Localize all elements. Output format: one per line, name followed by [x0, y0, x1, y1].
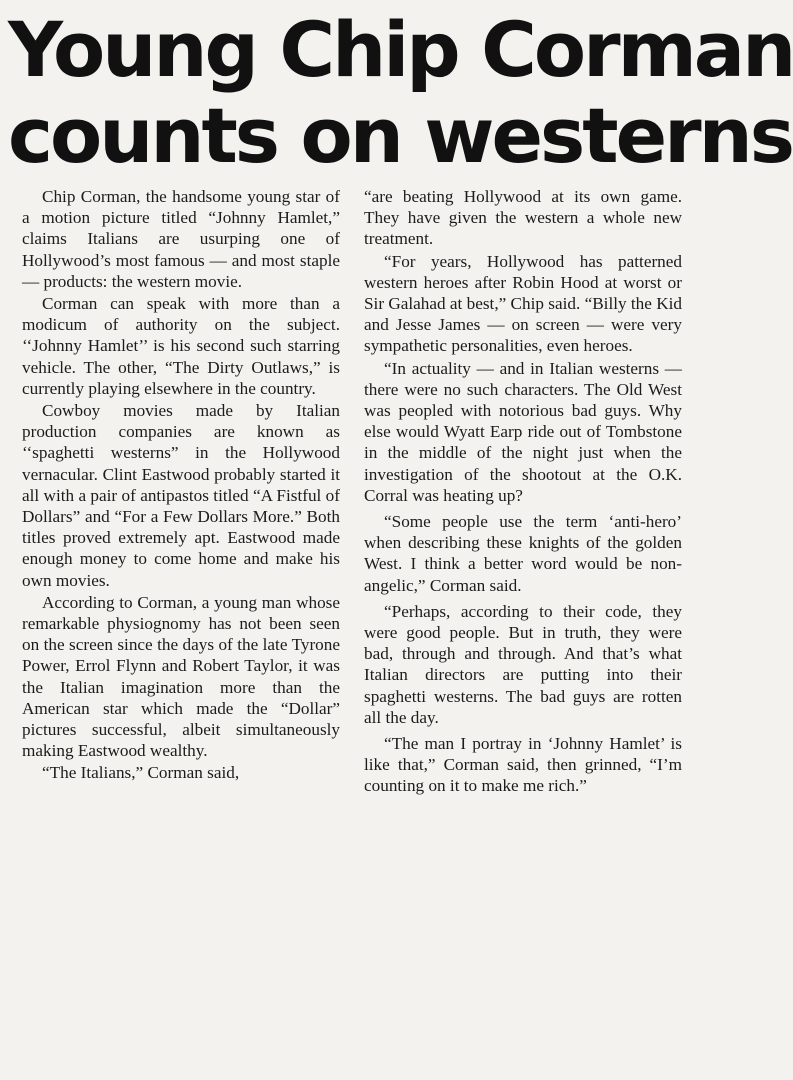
- paragraph: “The Italians,” Corman said,: [42, 763, 240, 783]
- paragraph: According to Corman, a young man whose remarkable physiognomy has not been seen on the screen since the days of the late Tyrone Power, Errol Flynn and Robert Taylor, it was the Italian imagination more than the American star which made the “Dollar” pictures successful, albeit simultaneously making Eastwood wealthy.: [22, 592, 340, 761]
- paragraph: “Some people use the term ‘anti-hero’ when describing these knights of the golden West. I think a better word would be non-angelic,” Corman said.: [364, 512, 682, 595]
- paragraph: “In actuality — and in Italian westerns — there were no such characters. The Old West was peopled with notorious bad guys. Why else would Wyatt Earp ride out of Tombstone in the middle of the night just when the investigation of the shootout at the O.K. Corral was heating up?: [364, 358, 682, 505]
- article-column-right: [364, 186, 682, 797]
- paragraph: “The man I portray in ‘Johnny Hamlet’ is like that,” Corman said, then grinned, “I’m counting on it to make me rich.”: [364, 734, 682, 796]
- paragraph: “For years, Hollywood has patterned western heroes after Robin Hood at worst or Sir Galahad at best,” Chip said. “Billy the Kid and Jesse James — on screen — were very sympathetic personalities, even heroes.: [364, 251, 682, 356]
- article-column-left: [22, 186, 340, 784]
- paragraph: “Perhaps, according to their code, they were good people. But in truth, they were bad, through and through. And that’s what Italian directors are putting into their spaghetti westerns. The bad guys are rotten all the day.: [364, 601, 682, 727]
- headline-line-1: Young Chip Corman: [8, 5, 793, 94]
- paragraph: Corman can speak with more than a modicum of authority on the subject. ‘‘Johnny Hamlet’’ is his second such starring vehicle. The other, “The Dirty Outlaws,” is currently playing elsewhere in the country.: [22, 294, 340, 398]
- paragraph: Cowboy movies made by Italian production companies are known as ‘‘spaghetti westerns” in the Hollywood vernacular. Clint Eastwood probably started it all with a pair of antipastos titled “A Fistful of Dollars” and “For a Few Dollars More.” Both titles proved extremely apt. Eastwood made enough money to come home and make his own movies.: [22, 401, 340, 590]
- headline-line-2: counts on westerns: [8, 91, 792, 180]
- paragraph: Chip Corman, the handsome young star of a motion picture titled “Johnny Hamlet,” claims Italians are usurping one of Hollywood’s most famous — and most staple — products: the western movie.: [22, 187, 340, 291]
- paragraph-continuation: “are beating Hollywood at its own game. They have given the western a whole new treatment.: [364, 187, 682, 249]
